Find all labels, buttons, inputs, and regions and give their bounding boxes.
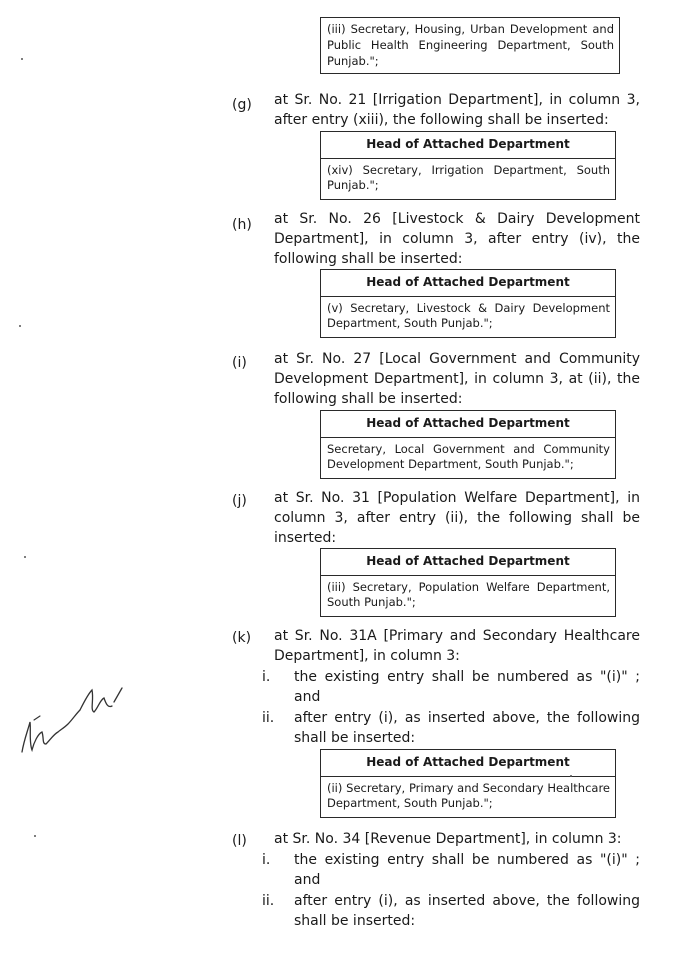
item-text-l: at Sr. No. 34 [Revenue Department], in column 3: [274,831,622,847]
item-label-h: (h) [232,217,252,233]
handwritten-signature [14,672,134,772]
table-entry: Secretary, Local Government and Community Development Department, South Punjab."; [327,442,610,471]
table-header: Head of Attached Department [321,549,615,576]
table-k [320,749,616,818]
subitem-label: i. [262,852,271,868]
table-entry: (v) Secretary, Livestock & Dairy Development Department, South Punjab."; [327,301,610,330]
subitem-text: the existing entry shall be numbered as "(i)" ; and [294,852,640,888]
subitem-text: after entry (i), as inserted above, the following shall be inserted: [294,710,640,746]
item-label-i: (i) [232,355,247,371]
table-h [320,269,616,338]
scan-speck [24,556,26,558]
table-i [320,410,616,479]
table-header: Head of Attached Department [321,270,615,297]
item-text-i: at Sr. No. 27 [Local Government and Community Development Department], in column 3, at (ii), the following shall be inserted: [274,351,640,407]
table-header: Head of Attached Department [321,750,615,777]
table-entry: (iii) Secretary, Housing, Urban Development and Public Health Engineering Department, South Punjab."; [327,22,614,68]
table-header: Head of Attached Department [321,132,615,159]
subitem-label: ii. [262,893,275,909]
item-label-j: (j) [232,493,247,509]
item-text-k: at Sr. No. 31A [Primary and Secondary Healthcare Department], in column 3: [274,628,640,664]
subitem-label: i. [262,669,271,685]
subitem-text: the existing entry shall be numbered as "(i)" ; and [294,669,640,705]
subitem-text: after entry (i), as inserted above, the following shall be inserted: [294,893,640,929]
table-entry: (iii) Secretary, Population Welfare Department, South Punjab."; [327,580,610,609]
table-entry: (xiv) Secretary, Irrigation Department, South Punjab."; [327,163,610,192]
scan-speck [34,835,36,837]
table-j [320,548,616,617]
item-label-g: (g) [232,97,252,113]
subitem-label: ii. [262,710,275,726]
table-entry: (ii) Secretary, Primary and Secondary Healthcare Department, South Punjab."; [327,781,610,810]
scan-speck [21,58,23,60]
scan-speck [19,325,21,327]
item-text-h: at Sr. No. 26 [Livestock & Dairy Development Department], in column 3, after entry (iv), the following shall be inserted: [274,211,640,267]
item-text-j: at Sr. No. 31 [Population Welfare Department], in column 3, after entry (ii), the following shall be inserted: [274,490,640,546]
item-label-l: (l) [232,833,247,849]
table-top-entry [320,17,620,74]
item-label-k: (k) [232,630,252,646]
item-text-g: at Sr. No. 21 [Irrigation Department], in column 3, after entry (xiii), the following shall be inserted: [274,92,640,128]
table-g [320,131,616,200]
table-header: Head of Attached Department [321,411,615,438]
scan-speck [570,775,572,777]
